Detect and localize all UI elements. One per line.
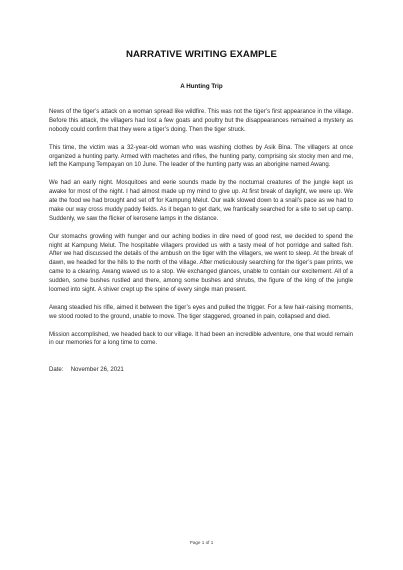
date-line bbox=[49, 366, 353, 375]
paragraph-4: Our stomachs growling with hunger and our aching bodies in dire need of good rest, we decided to spend the night at Kampung Melut. The hospitable villagers provided us with a tasty meal of hot porridge and salted fish. After we had discussed the details of the ambush on the tiger with the villagers, we went to sleep. At the break of dawn, we headed for the hills to the north of the village. After meticulously searching for the tiger’s paw prints, we came to a clearing. Awang waved us to a stop. We exchanged glances, unable to contain our excitement. All of a sudden, some bushes rustled and there, among some bushes and shrubs, the figure of the king of the jungle loomed into sight. A shiver crept up the spine of every single man present. bbox=[49, 233, 353, 294]
document-body bbox=[49, 108, 353, 375]
date-label: Date: bbox=[49, 367, 64, 374]
paragraph-6: Mission accomplished, we headed back to our village. It had been an incredible adventure, one that would remain in our memories for a long time to come. bbox=[49, 331, 353, 347]
page-number: Page 1 of 1 bbox=[189, 540, 214, 545]
document-title: NARRATIVE WRITING EXAMPLE bbox=[125, 49, 278, 60]
paragraph-3: We had an early night. Mosquitoes and eerie sounds made by the nocturnal creatures of the jungle kept us awake for most of the night. I had almost made up my mind to give up. At first break of daylight, we were up. We ate the food we had brought and set off for Kampung Melut. Our walk slowed down to a snail’s pace as we had to make our way cross muddy paddy fields. As it began to get dark, we frantically searched for a site to set up camp. Suddenly, we saw the flicker of kerosene lamps in the distance. bbox=[49, 180, 353, 222]
paragraph-1: News of the tiger’s attack on a woman spread like wildfire. This was not the tiger’s first appearance in the village. Before this attack, the villagers had lost a few goats and poultry but the disappearances remained a mystery as nobody could confirm that they were a tiger’s doing. Then the tiger struck. bbox=[49, 109, 353, 133]
story-title: A Hunting Trip bbox=[180, 83, 223, 90]
date-value: November 26, 2021 bbox=[70, 367, 124, 374]
paragraph-2: This time, the victim was a 32-year-old woman who was washing clothes by Asik Bina. The villagers at once organized a hunting party. Armed with machetes and rifles, the hunting party, comprising six stocky men and me, left the Kampung Tempayan on 10 June. The leader of the hunting party was an aborigine named Awang. bbox=[49, 144, 353, 169]
paragraph-5: Awang steadied his rifle, aimed it between the tiger’s eyes and pulled the trigger. For a few hair-raising moments, we stood rooted to the ground, unable to move. The tiger staggered, groaned in pain, collapsed and died. bbox=[49, 304, 353, 320]
